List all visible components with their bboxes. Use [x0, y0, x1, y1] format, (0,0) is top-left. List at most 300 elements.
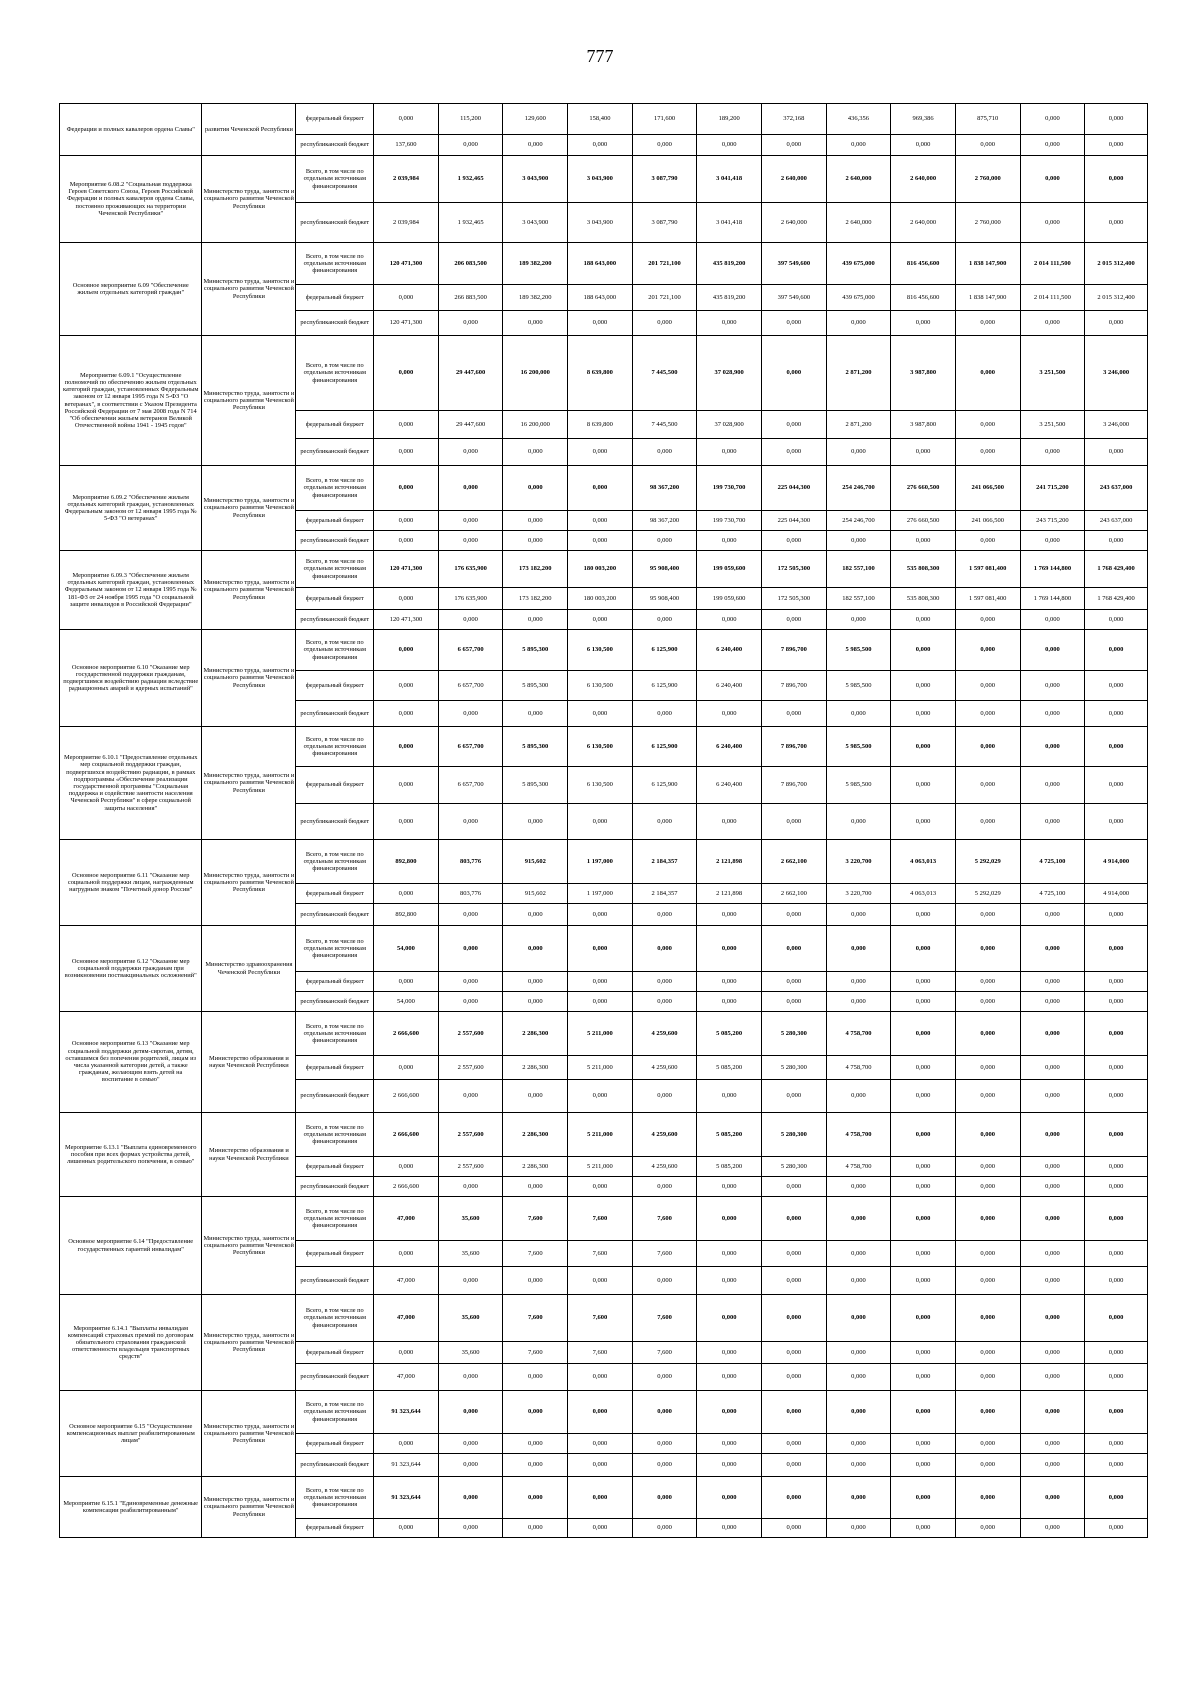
amount-cell: 0,000: [826, 311, 891, 336]
amount-cell: 47,000: [374, 1197, 439, 1241]
funding-source-cell: Всего, в том числе по отдельным источникам финансирования: [296, 336, 374, 411]
amount-cell: 0,000: [438, 135, 503, 156]
amount-cell: 0,000: [438, 926, 503, 972]
funding-source-cell: федеральный бюджет: [296, 511, 374, 531]
amount-cell: 0,000: [1020, 1391, 1085, 1434]
amount-cell: 0,000: [955, 311, 1020, 336]
amount-cell: 0,000: [632, 1080, 697, 1113]
amount-cell: 0,000: [762, 1434, 827, 1454]
amount-cell: 0,000: [891, 1113, 956, 1157]
amount-cell: 243 637,000: [1085, 511, 1148, 531]
amount-cell: 6 240,400: [697, 767, 762, 804]
amount-cell: 0,000: [1085, 1454, 1148, 1477]
amount-cell: 176 635,900: [438, 551, 503, 588]
amount-cell: 3 043,900: [568, 156, 633, 203]
amount-cell: 243 637,000: [1085, 466, 1148, 511]
amount-cell: 0,000: [826, 904, 891, 926]
table-row-total: [60, 1012, 1148, 1056]
amount-cell: 2 662,100: [762, 840, 827, 884]
amount-cell: 0,000: [503, 1391, 568, 1434]
amount-cell: 180 003,200: [568, 588, 633, 610]
page-number: 777: [586, 46, 614, 66]
amount-cell: 0,000: [955, 926, 1020, 972]
amount-cell: 0,000: [955, 1197, 1020, 1241]
amount-cell: 0,000: [1020, 1342, 1085, 1364]
amount-cell: 0,000: [762, 1342, 827, 1364]
amount-cell: 397 549,600: [762, 243, 827, 285]
amount-cell: 0,000: [438, 511, 503, 531]
amount-cell: 0,000: [503, 1177, 568, 1197]
amount-cell: 0,000: [955, 804, 1020, 840]
amount-cell: 0,000: [762, 1454, 827, 1477]
amount-cell: 0,000: [503, 1454, 568, 1477]
amount-cell: 243 715,200: [1020, 511, 1085, 531]
amount-cell: 5 085,200: [697, 1056, 762, 1080]
amount-cell: 7,600: [632, 1295, 697, 1342]
amount-cell: 0,000: [762, 992, 827, 1012]
amount-cell: 0,000: [1085, 904, 1148, 926]
amount-cell: 0,000: [1085, 1519, 1148, 1538]
amount-cell: 0,000: [503, 135, 568, 156]
amount-cell: 2 871,200: [826, 336, 891, 411]
amount-cell: 4 914,000: [1085, 884, 1148, 904]
funding-source-cell: республиканский бюджет: [296, 203, 374, 243]
amount-cell: 0,000: [374, 531, 439, 551]
amount-cell: 2 184,357: [632, 884, 697, 904]
amount-cell: 0,000: [826, 610, 891, 630]
funding-source-cell: республиканский бюджет: [296, 701, 374, 727]
amount-cell: 189,200: [697, 104, 762, 135]
amount-cell: 0,000: [697, 1197, 762, 1241]
amount-cell: 6 657,700: [438, 727, 503, 767]
amount-cell: 0,000: [632, 1454, 697, 1477]
amount-cell: 0,000: [826, 1197, 891, 1241]
amount-cell: 225 044,300: [762, 511, 827, 531]
amount-cell: 0,000: [955, 439, 1020, 466]
amount-cell: 0,000: [568, 1177, 633, 1197]
amount-cell: 0,000: [826, 992, 891, 1012]
amount-cell: 0,000: [1020, 972, 1085, 992]
amount-cell: 0,000: [1020, 804, 1085, 840]
amount-cell: 2 039,984: [374, 203, 439, 243]
amount-cell: 0,000: [697, 1267, 762, 1295]
amount-cell: 0,000: [697, 439, 762, 466]
amount-cell: 0,000: [955, 1056, 1020, 1080]
amount-cell: 0,000: [762, 1241, 827, 1267]
amount-cell: 0,000: [1085, 1364, 1148, 1391]
table-row-total: [60, 243, 1148, 285]
amount-cell: 0,000: [503, 1519, 568, 1538]
amount-cell: 0,000: [891, 439, 956, 466]
measure-name-cell: Мероприятие 6.08.2 "Социальная поддержка Героев Советского Союза, Героев Российской Федерации и полных кавалеров ордена Славы, постоянно проживающих на территории Чеченской Республики": [60, 156, 202, 243]
amount-cell: 47,000: [374, 1267, 439, 1295]
executor-cell: Министерство труда, занятости и социального развития Чеченской Республики: [202, 551, 296, 630]
amount-cell: 0,000: [1020, 156, 1085, 203]
amount-cell: 0,000: [568, 992, 633, 1012]
amount-cell: 0,000: [955, 1113, 1020, 1157]
amount-cell: 0,000: [1085, 1197, 1148, 1241]
amount-cell: 5 985,500: [826, 630, 891, 671]
amount-cell: 0,000: [438, 439, 503, 466]
amount-cell: 5 985,500: [826, 671, 891, 701]
amount-cell: 0,000: [438, 1434, 503, 1454]
amount-cell: 0,000: [503, 439, 568, 466]
amount-cell: 2 640,000: [762, 203, 827, 243]
amount-cell: 5 895,300: [503, 727, 568, 767]
amount-cell: 6 130,500: [568, 671, 633, 701]
budget-table-body: [60, 104, 1148, 1538]
amount-cell: 0,000: [374, 1519, 439, 1538]
amount-cell: 0,000: [826, 1342, 891, 1364]
amount-cell: 0,000: [374, 671, 439, 701]
amount-cell: 2 640,000: [826, 203, 891, 243]
executor-cell: Министерство труда, занятости и социального развития Чеченской Республики: [202, 727, 296, 840]
amount-cell: 0,000: [955, 767, 1020, 804]
amount-cell: 6 657,700: [438, 630, 503, 671]
amount-cell: 3 043,900: [503, 156, 568, 203]
amount-cell: 0,000: [955, 701, 1020, 727]
amount-cell: 0,000: [1085, 804, 1148, 840]
amount-cell: 0,000: [697, 1177, 762, 1197]
amount-cell: 0,000: [762, 972, 827, 992]
amount-cell: 5 292,029: [955, 840, 1020, 884]
amount-cell: 0,000: [1020, 1295, 1085, 1342]
amount-cell: 0,000: [568, 1364, 633, 1391]
amount-cell: 2 014 111,500: [1020, 285, 1085, 311]
measure-name-cell: Основное мероприятие 6.12 "Оказание мер социальной поддержки гражданам при возникновении поствакцинальных осложнений": [60, 926, 202, 1012]
amount-cell: 0,000: [1085, 992, 1148, 1012]
measure-name-cell: Основное мероприятие 6.11 "Оказание мер социальной поддержки лицам, награжденным нагрудным знаком "Почетный донор России": [60, 840, 202, 926]
amount-cell: 0,000: [697, 1295, 762, 1342]
amount-cell: 2 666,600: [374, 1177, 439, 1197]
amount-cell: 1 838 147,900: [955, 285, 1020, 311]
amount-cell: 8 639,800: [568, 336, 633, 411]
amount-cell: 0,000: [1085, 767, 1148, 804]
amount-cell: 4 063,013: [891, 840, 956, 884]
executor-cell: Министерство труда, занятости и социального развития Чеченской Республики: [202, 1197, 296, 1295]
amount-cell: 0,000: [697, 135, 762, 156]
amount-cell: 0,000: [438, 311, 503, 336]
amount-cell: 5 895,300: [503, 671, 568, 701]
amount-cell: 0,000: [891, 1477, 956, 1519]
amount-cell: 0,000: [632, 311, 697, 336]
amount-cell: 0,000: [568, 1391, 633, 1434]
amount-cell: 4 259,600: [632, 1157, 697, 1177]
executor-cell: Министерство труда, занятости и социального развития Чеченской Республики: [202, 336, 296, 466]
amount-cell: 0,000: [1085, 1295, 1148, 1342]
amount-cell: 0,000: [891, 804, 956, 840]
amount-cell: 0,000: [891, 1267, 956, 1295]
amount-cell: 0,000: [632, 135, 697, 156]
amount-cell: 0,000: [438, 610, 503, 630]
amount-cell: 0,000: [632, 1391, 697, 1434]
amount-cell: 0,000: [632, 904, 697, 926]
executor-cell: Министерство образования и науки Чеченской Республики: [202, 1113, 296, 1197]
amount-cell: 0,000: [438, 904, 503, 926]
amount-cell: 0,000: [762, 1364, 827, 1391]
amount-cell: 0,000: [503, 1267, 568, 1295]
amount-cell: 0,000: [955, 992, 1020, 1012]
amount-cell: 95 908,400: [632, 551, 697, 588]
amount-cell: 4 725,100: [1020, 840, 1085, 884]
amount-cell: 0,000: [1085, 727, 1148, 767]
amount-cell: 0,000: [955, 904, 1020, 926]
amount-cell: 0,000: [568, 531, 633, 551]
amount-cell: 0,000: [891, 1454, 956, 1477]
amount-cell: 0,000: [891, 630, 956, 671]
amount-cell: 0,000: [697, 311, 762, 336]
amount-cell: 0,000: [568, 1267, 633, 1295]
amount-cell: 120 471,300: [374, 551, 439, 588]
amount-cell: 0,000: [1020, 135, 1085, 156]
amount-cell: 4 758,700: [826, 1056, 891, 1080]
amount-cell: 5 280,300: [762, 1157, 827, 1177]
amount-cell: 7 445,500: [632, 411, 697, 439]
amount-cell: 0,000: [891, 1157, 956, 1177]
measure-name-cell: Мероприятие 6.09.2 "Обеспечение жильем отдельных категорий граждан, установленных Федеральным законом от 12 января 1995 года № 5-ФЗ "О ветеранах": [60, 466, 202, 551]
amount-cell: 0,000: [1085, 972, 1148, 992]
funding-source-cell: Всего, в том числе по отдельным источникам финансирования: [296, 1012, 374, 1056]
table-row-total: [60, 630, 1148, 671]
amount-cell: 915,602: [503, 840, 568, 884]
amount-cell: 0,000: [955, 1241, 1020, 1267]
amount-cell: 0,000: [503, 904, 568, 926]
amount-cell: 199 730,700: [697, 511, 762, 531]
amount-cell: 0,000: [697, 1454, 762, 1477]
amount-cell: 241 715,200: [1020, 466, 1085, 511]
amount-cell: 0,000: [955, 1267, 1020, 1295]
table-row-total: [60, 551, 1148, 588]
measure-name-cell: Основное мероприятие 6.15 "Осуществление компенсационных выплат реабилитированным лицам": [60, 1391, 202, 1477]
amount-cell: 182 557,100: [826, 551, 891, 588]
amount-cell: 2 760,000: [955, 156, 1020, 203]
amount-cell: 5 085,200: [697, 1113, 762, 1157]
amount-cell: 115,200: [438, 104, 503, 135]
amount-cell: 0,000: [568, 311, 633, 336]
amount-cell: 436,356: [826, 104, 891, 135]
amount-cell: 0,000: [374, 767, 439, 804]
amount-cell: 0,000: [374, 439, 439, 466]
amount-cell: 0,000: [374, 336, 439, 411]
amount-cell: 2 666,600: [374, 1012, 439, 1056]
amount-cell: 0,000: [503, 701, 568, 727]
amount-cell: 0,000: [438, 992, 503, 1012]
amount-cell: 0,000: [1020, 767, 1085, 804]
amount-cell: 0,000: [632, 1434, 697, 1454]
amount-cell: 0,000: [891, 1177, 956, 1197]
amount-cell: 0,000: [955, 1157, 1020, 1177]
amount-cell: 0,000: [1020, 610, 1085, 630]
amount-cell: 0,000: [374, 1241, 439, 1267]
amount-cell: 0,000: [632, 1177, 697, 1197]
amount-cell: 0,000: [955, 630, 1020, 671]
amount-cell: 7,600: [503, 1241, 568, 1267]
amount-cell: 0,000: [826, 531, 891, 551]
amount-cell: 0,000: [826, 804, 891, 840]
amount-cell: 0,000: [503, 1080, 568, 1113]
amount-cell: 0,000: [1020, 104, 1085, 135]
amount-cell: 3 087,790: [632, 203, 697, 243]
amount-cell: 0,000: [374, 1157, 439, 1177]
amount-cell: 0,000: [955, 1519, 1020, 1538]
amount-cell: 0,000: [697, 1477, 762, 1519]
amount-cell: 2 014 111,500: [1020, 243, 1085, 285]
amount-cell: 0,000: [1020, 1477, 1085, 1519]
amount-cell: 0,000: [697, 1342, 762, 1364]
amount-cell: 0,000: [891, 1012, 956, 1056]
amount-cell: 241 066,500: [955, 466, 1020, 511]
funding-source-cell: федеральный бюджет: [296, 1342, 374, 1364]
amount-cell: 0,000: [568, 511, 633, 531]
amount-cell: 0,000: [697, 1434, 762, 1454]
amount-cell: 0,000: [438, 1391, 503, 1434]
amount-cell: 0,000: [1085, 610, 1148, 630]
amount-cell: 0,000: [762, 411, 827, 439]
funding-source-cell: республиканский бюджет: [296, 531, 374, 551]
table-row-total: [60, 727, 1148, 767]
amount-cell: 0,000: [568, 1434, 633, 1454]
amount-cell: 0,000: [1020, 1267, 1085, 1295]
amount-cell: 0,000: [826, 1241, 891, 1267]
amount-cell: 29 447,600: [438, 411, 503, 439]
amount-cell: 0,000: [503, 610, 568, 630]
amount-cell: 2 557,600: [438, 1157, 503, 1177]
amount-cell: 0,000: [955, 336, 1020, 411]
amount-cell: 0,000: [438, 1267, 503, 1295]
amount-cell: 0,000: [697, 1080, 762, 1113]
amount-cell: 0,000: [955, 1434, 1020, 1454]
amount-cell: 1 768 429,400: [1085, 588, 1148, 610]
amount-cell: 0,000: [891, 767, 956, 804]
amount-cell: 0,000: [891, 1241, 956, 1267]
funding-source-cell: республиканский бюджет: [296, 992, 374, 1012]
amount-cell: 7 896,700: [762, 630, 827, 671]
amount-cell: 0,000: [955, 1177, 1020, 1197]
amount-cell: 0,000: [1085, 1080, 1148, 1113]
amount-cell: 91 323,644: [374, 1391, 439, 1434]
amount-cell: 5 085,200: [697, 1012, 762, 1056]
amount-cell: 2 640,000: [762, 156, 827, 203]
amount-cell: 7,600: [568, 1241, 633, 1267]
amount-cell: 0,000: [1020, 1113, 1085, 1157]
amount-cell: 0,000: [374, 630, 439, 671]
amount-cell: 0,000: [955, 135, 1020, 156]
amount-cell: 0,000: [568, 1080, 633, 1113]
funding-source-cell: федеральный бюджет: [296, 588, 374, 610]
amount-cell: 7,600: [632, 1197, 697, 1241]
amount-cell: 3 087,790: [632, 156, 697, 203]
amount-cell: 173 182,200: [503, 551, 568, 588]
amount-cell: 0,000: [632, 1364, 697, 1391]
amount-cell: 0,000: [955, 1454, 1020, 1477]
amount-cell: 0,000: [1085, 1267, 1148, 1295]
amount-cell: 0,000: [438, 1080, 503, 1113]
amount-cell: 0,000: [891, 671, 956, 701]
amount-cell: 2 640,000: [826, 156, 891, 203]
amount-cell: 241 066,500: [955, 511, 1020, 531]
amount-cell: 120 471,300: [374, 610, 439, 630]
amount-cell: 0,000: [762, 926, 827, 972]
amount-cell: 6 130,500: [568, 727, 633, 767]
funding-source-cell: федеральный бюджет: [296, 767, 374, 804]
funding-source-cell: федеральный бюджет: [296, 1434, 374, 1454]
amount-cell: 0,000: [1085, 1056, 1148, 1080]
amount-cell: 0,000: [632, 1477, 697, 1519]
amount-cell: 0,000: [762, 135, 827, 156]
amount-cell: 189 382,200: [503, 243, 568, 285]
amount-cell: 98 367,200: [632, 511, 697, 531]
amount-cell: 225 044,300: [762, 466, 827, 511]
amount-cell: 397 549,600: [762, 285, 827, 311]
amount-cell: 0,000: [826, 135, 891, 156]
amount-cell: 0,000: [891, 904, 956, 926]
amount-cell: 5 211,000: [568, 1012, 633, 1056]
amount-cell: 0,000: [438, 1364, 503, 1391]
amount-cell: 0,000: [891, 1391, 956, 1434]
amount-cell: 276 660,500: [891, 466, 956, 511]
amount-cell: 0,000: [955, 1364, 1020, 1391]
funding-source-cell: республиканский бюджет: [296, 1177, 374, 1197]
amount-cell: 0,000: [1020, 1364, 1085, 1391]
amount-cell: 0,000: [632, 804, 697, 840]
amount-cell: 0,000: [374, 727, 439, 767]
amount-cell: 0,000: [826, 1391, 891, 1434]
measure-name-cell: Мероприятие 6.14.1 "Выплаты инвалидам компенсаций страховых премий по договорам обязательного страхования гражданской ответственности владельцев транспортных средств": [60, 1295, 202, 1391]
amount-cell: 892,800: [374, 904, 439, 926]
table-row-total: [60, 1477, 1148, 1519]
amount-cell: 54,000: [374, 926, 439, 972]
amount-cell: 0,000: [438, 531, 503, 551]
amount-cell: 0,000: [1085, 1434, 1148, 1454]
amount-cell: 0,000: [1085, 926, 1148, 972]
amount-cell: 0,000: [826, 1454, 891, 1477]
amount-cell: 171,600: [632, 104, 697, 135]
amount-cell: 0,000: [374, 1434, 439, 1454]
funding-source-cell: федеральный бюджет: [296, 104, 374, 135]
funding-source-cell: республиканский бюджет: [296, 135, 374, 156]
funding-source-cell: республиканский бюджет: [296, 1364, 374, 1391]
amount-cell: 16 200,000: [503, 336, 568, 411]
amount-cell: 0,000: [891, 531, 956, 551]
amount-cell: 0,000: [826, 1364, 891, 1391]
amount-cell: 435 819,200: [697, 285, 762, 311]
amount-cell: 0,000: [1020, 926, 1085, 972]
amount-cell: 189 382,200: [503, 285, 568, 311]
amount-cell: 0,000: [826, 1295, 891, 1342]
amount-cell: 2 557,600: [438, 1113, 503, 1157]
amount-cell: 4 758,700: [826, 1157, 891, 1177]
amount-cell: 0,000: [891, 1080, 956, 1113]
amount-cell: 0,000: [632, 1519, 697, 1538]
amount-cell: 816 456,600: [891, 243, 956, 285]
amount-cell: 0,000: [891, 1519, 956, 1538]
amount-cell: 35,600: [438, 1295, 503, 1342]
amount-cell: 803,776: [438, 884, 503, 904]
amount-cell: 535 808,300: [891, 588, 956, 610]
amount-cell: 35,600: [438, 1197, 503, 1241]
amount-cell: 0,000: [762, 336, 827, 411]
funding-source-cell: республиканский бюджет: [296, 610, 374, 630]
amount-cell: 188 643,000: [568, 285, 633, 311]
amount-cell: 199 059,600: [697, 551, 762, 588]
amount-cell: 0,000: [697, 1519, 762, 1538]
funding-source-cell: Всего, в том числе по отдельным источникам финансирования: [296, 466, 374, 511]
amount-cell: 29 447,600: [438, 336, 503, 411]
amount-cell: 6 125,900: [632, 767, 697, 804]
amount-cell: 3 043,900: [568, 203, 633, 243]
table-row-total: [60, 1295, 1148, 1342]
amount-cell: 0,000: [891, 926, 956, 972]
